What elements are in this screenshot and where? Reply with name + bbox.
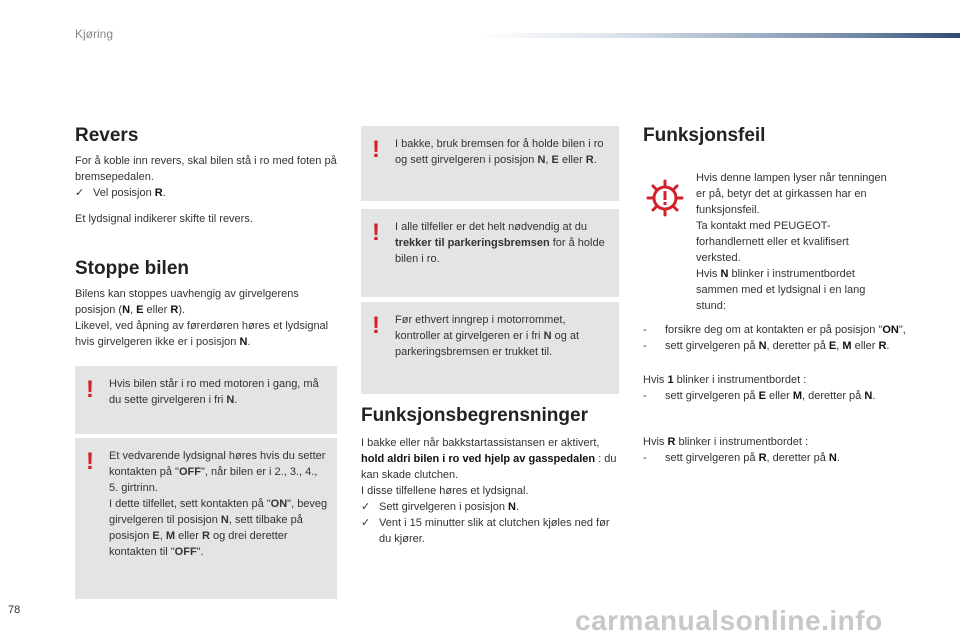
begrens-bullet-2: ✓ Vent i 15 minutter slik at clutchen kjøles ned før du kjører. — [361, 517, 610, 545]
feil-paragraph-1: Hvis denne lampen lyser når tenningen er på, betyr det at girkassen har en funksjonsfeil. — [696, 172, 887, 216]
begrens-paragraph-2: I disse tilfellene høres et lydsignal. — [361, 485, 529, 497]
exclamation-icon: ! — [372, 136, 380, 163]
warning-text: Før ethvert inngrep i motorrommet, kontroller at girvelgeren er i fri N og at parkeringsbremsen er trukket til. — [395, 314, 580, 358]
stoppe-section — [75, 258, 337, 350]
check-bullet-icon: ✓ — [361, 501, 371, 513]
stoppe-title: Stoppe bilen — [75, 258, 189, 279]
warning-box-idle-neutral — [75, 366, 337, 434]
feil-paragraph-3: Hvis N blinker i instrumentbordet sammen med et lydsignal i en lang stund: — [696, 268, 866, 312]
revers-section — [75, 125, 337, 227]
feil-instructions — [643, 322, 918, 466]
warning-gear-icon — [645, 178, 685, 218]
revers-bullet: ✓ Vel posisjon R. — [75, 187, 166, 199]
header-gradient-bar — [480, 33, 960, 38]
revers-paragraph: For å koble inn revers, skal bilen stå i ro med foten på bremsepedalen. — [75, 155, 337, 183]
exclamation-icon: ! — [372, 312, 380, 339]
warning-text: I alle tilfeller er det helt nødvendig at du trekker til parkeringsbremsen for å holde bilen i ro. — [395, 221, 605, 265]
exclamation-icon: ! — [372, 219, 380, 246]
stoppe-paragraph-1: Bilens kan stoppes uavhengig av girvelgerens posisjon (N, E eller R). — [75, 288, 299, 316]
feil-dash-item-1: - forsikre deg om at kontakten er på posisjon "ON", — [643, 324, 906, 336]
exclamation-icon: ! — [86, 376, 94, 403]
stoppe-paragraph-2: Likevel, ved åpning av førerdøren høres et lydsignal hvis girvelgeren ikke er i posisjon N. — [75, 320, 329, 348]
warning-text: Et vedvarende lydsignal høres hvis du setter kontakten på "OFF", når bilen er i 2., 3., 4., 5. girtrinn. I dette tilfellet, sett kontakten på "ON", beveg girvelgeren til posisjon N, sett tilbake på posisjon E, M eller R og drei deretter kontakten til "OFF". — [109, 450, 328, 558]
feil-section — [643, 125, 913, 147]
warning-box-parking-brake — [361, 209, 619, 297]
feil-title: Funksjonsfeil — [643, 125, 766, 146]
check-bullet-icon: ✓ — [361, 517, 371, 529]
watermark: carmanualsonline.info — [575, 605, 883, 636]
begrens-bullet-1: ✓ Sett girvelgeren i posisjon N. — [361, 501, 520, 513]
begrens-section — [361, 405, 619, 547]
feil-paragraph-2: Ta kontakt med PEUGEOT-forhandlernett eller et kvalifisert verksted. — [696, 220, 849, 264]
check-bullet-icon: ✓ — [75, 187, 85, 199]
feil-dash-item-4: - sett girvelgeren på R, deretter på N. — [643, 452, 840, 464]
warning-text: Hvis bilen står i ro med motoren i gang, må du sette girvelgeren i fri N. — [109, 378, 319, 406]
warning-box-hill — [361, 126, 619, 201]
warning-box-engine-bay — [361, 302, 619, 394]
feil-paragraph-5: Hvis R blinker i instrumentbordet : — [643, 436, 809, 448]
feil-dash-item-3: - sett girvelgeren på E eller M, deretter på N. — [643, 390, 876, 402]
section-header: Kjøring — [75, 27, 114, 41]
feil-paragraph-4: Hvis 1 blinker i instrumentbordet : — [643, 374, 807, 386]
begrens-title: Funksjonsbegrensninger — [361, 405, 588, 426]
page-number: 78 — [8, 604, 21, 616]
begrens-paragraph-1: I bakke eller når bakkstartassistansen er aktivert, hold aldri bilen i ro ved hjelp av gasspedalen : du kan skade clutchen. — [361, 437, 617, 481]
feil-dash-item-2: - sett girvelgeren på N, deretter på E, M eller R. — [643, 340, 890, 352]
feil-lamp-text — [696, 170, 896, 314]
revers-signal-note: Et lydsignal indikerer skifte til revers. — [75, 213, 253, 225]
revers-title: Revers — [75, 125, 139, 146]
warning-box-off-signal — [75, 438, 337, 599]
warning-text: I bakke, bruk bremsen for å holde bilen i ro og sett girvelgeren i posisjon N, E eller R. — [395, 138, 604, 166]
exclamation-icon: ! — [86, 448, 94, 475]
